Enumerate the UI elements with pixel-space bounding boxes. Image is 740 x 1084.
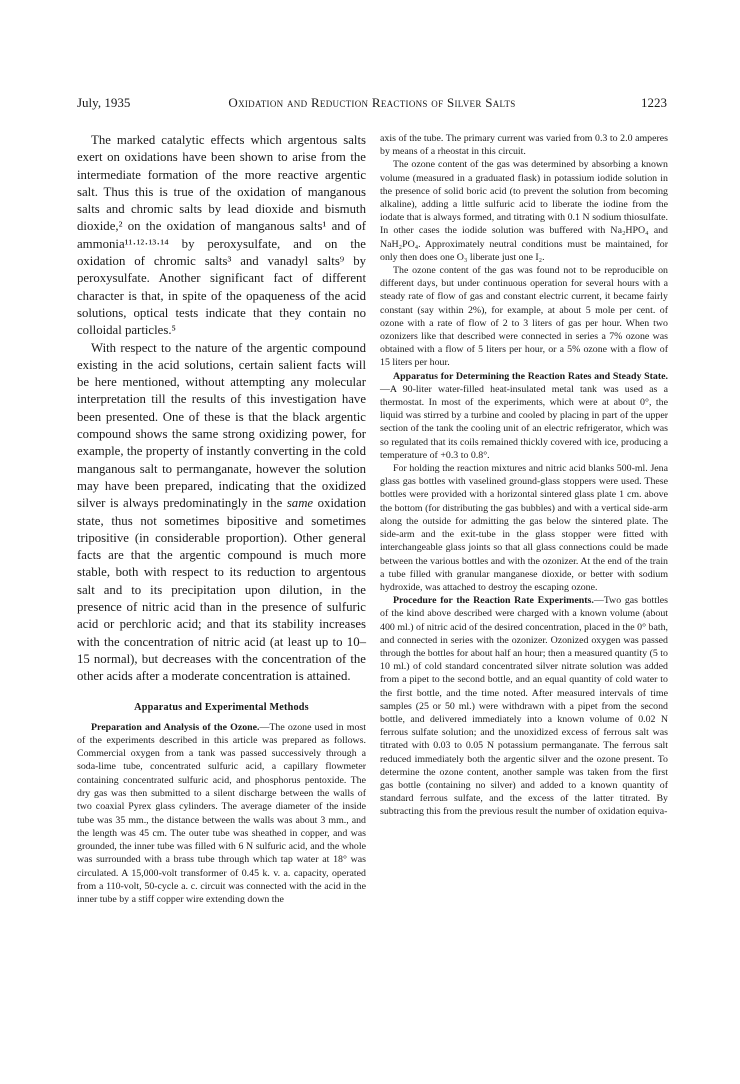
paragraph-argentic-compound: With respect to the nature of the argentic compound existing in the acid solutions, certain salient facts will be here mentioned, without attempting any molecular interpretation till the results of this investigation have been presented. One of these is that the black argentic compound shows the same strong oxidizing power, for example, the property of instantly converting in the cold manganous salt to permanganate, however the solution may have been prepared, indicating that the oxidized silver is always predominatingly in the same oxidation state, thus not sometimes bipositive and sometimes tripositive (in considerable proportion). Other general facts are that the argentic compound is much more stable, both with respect to its reduction to argentous salt and to its precipitation upon dilution, in the presence of nitric acid than in the presence of sulfuric acid or perchloric acid; and that its stability increases with the concentration of nitric acid (at least up to 10–15 normal), but decreases with the concentration of the other acids after a moderate concentration is attained. [77,340,366,684]
running-header [77,95,667,115]
subheading-procedure: Procedure for the Reaction Rate Experiments. [393,595,594,607]
paragraph-apparatus: Apparatus for Determining the Reaction Rates and Steady State.—A 90-liter water-filled heat-insulated metal tank was used as a thermostat. In most of the experiments, which were at about 0°, the liquid was stirred by a turbine and cooled by placing in part of the upper section of the tank the cooling unit of an electric refrigerator, which was so regulated that its coils remained thickly covered with ice, producing a temperature of +0.3 to 0.8°. [380,370,668,461]
right-column [380,132,668,819]
page-number: 1223 [641,95,667,110]
header-date: July, 1935 [77,95,131,110]
section-heading: Apparatus and Experimental Methods [134,701,309,713]
emphasis-same: same [286,496,314,511]
paragraph-ozone-content-determination: The ozone content of the gas was determined by absorbing a known volume (measured in a graduated flask) in potassium iodide solution in the presence of solid boric acid (to prevent the solution from becoming alkaline), adding a little sulfuric acid to liberate the iodine from the iodate that is always formed, and titrating with 0.1 N sodium thiosulfate. In other cases the iodide solution was buffered with Na₂HPO₄ and NaH₂PO₄. Approximately neutral conditions must be maintained, for only then does one O₃ liberate just one I₂. [380,159,668,263]
paragraph-ozone-reproducibility: The ozone content of the gas was found not to be reproducible on different days, but under continuous operation for several hours with a steady rate of flow of gas and constant electric current, it became fairly constant (say within 2%), for example, at about 5 mole per cent. of ozone with a rate of flow of 2 to 3 liters of gas per hour. When two ozonizers like that described were connected in series a 7% ozone was obtained with a flow of 5 liters per hour, or a 5% ozone with a flow of 15 liters per hour. [380,265,668,369]
paragraph-ozone-preparation: Preparation and Analysis of the Ozone.—The ozone used in most of the experiments described in this article was prepared as follows. Commercial oxygen from a tank was passed successively through a soda-lime tube, concentrated sulfuric acid, a capillary flowmeter containing concentrated sulfuric acid, and phosphorus pentoxide. The dry gas was then submitted to a silent discharge between the walls of two coaxial Pyrex glass cylinders. The average diameter of the inside tube was 35 mm., the distance between the walls was about 3 mm., and the length was 45 cm. The outer tube was sheathed in copper, and was grounded, the inner tube was filled with 6 N sulfuric acid, and the whole was surrounded with a brass tube through which tap water at 18° was circulated. A 15,000-volt transformer of 0.45 k. v. a. capacity, operated from a 110-volt, 50-cycle a. c. circuit was connected with the acid in the inner tube by a stiff copper wire extending down the [77,721,366,906]
paragraph-catalytic-effects: The marked catalytic effects which argentous salts exert on oxidations have been shown to arise from the intermediate formation of the more reactive argentic salt. Thus this is true of the oxidation of manganous salts and chromic salts by lead dioxide and bismuth dioxide,² on the oxidation of manganous salts¹ and of ammonia¹¹·¹²·¹³·¹⁴ by peroxysulfate, and on the oxidation of chromic salts³ and vanadyl salts⁹ by peroxysulfate. Another significant fact of different character is that, in spite of the opaqueness of the acid solutions, optical tests indicate that they contain no colloidal particles.⁵ [77,133,366,338]
paragraph-tube-axis: axis of the tube. The primary current was varied from 0.3 to 2.0 amperes by means of a rheostat in this circuit. [380,133,668,158]
left-column [77,132,366,907]
paragraph-procedure: Procedure for the Reaction Rate Experiments.—Two gas bottles of the kind above described were charged with a known volume (about 400 ml.) of nitric acid of the desired concentration, placed in the 0° bath, and connected in series with the ozonizer. Ozonized oxygen was passed through the bottles for about half an hour; then a measured quantity (5 to 10 ml.) of cold standard concentrated silver nitrate solution was added from a pipet to the second bottle, and an equal quantity of cold water to the first bottle, and the time noted. After measured intervals of time samples (25 or 50 ml.) were withdrawn with a pipet from the second bottle, and delivered immediately into a known volume of 0.02 N ferrous sulfate solution; and the unoxidized excess of ferrous salt was titrated with 0.03 to 0.05 N potassium permanganate. The ferrous salt reduced immediately both the argentic silver and the ozone present. To determine the ozone content, another sample was taken from the first gas bottle (containing no silver) and added to a known quantity of standard ferrous sulfate, and the excess of the latter titrated. By subtracting this from the previous result the number of oxidation equiva- [380,595,669,818]
header-title: Oxidation and Reduction Reactions of Silver Salts [228,95,516,110]
subheading-ozone: Preparation and Analysis of the Ozone. [91,721,260,733]
paragraph-gas-bottles: For holding the reaction mixtures and nitric acid blanks 500-ml. Jena glass gas bottles with vaselined ground-glass stoppers were used. These bottles were provided with a horizontal sintered glass plate 1 cm. above the bottom (for distributing the gas bubbles) and with a vertical side-arm along the outside for admitting the gas below the sintered plate. The side-arm and the exit-tube in the glass stopper were fitted with interchangeable glass joints so that all glass connections could be made between the various bottles and with the ozonizer. At the end of the train a tube filled with granular manganese dioxide, or better with sodium hydroxide, was attached to destroy the escaping ozone. [380,463,668,593]
subheading-apparatus: Apparatus for Determining the Reaction Rates and Steady State. [393,370,668,382]
